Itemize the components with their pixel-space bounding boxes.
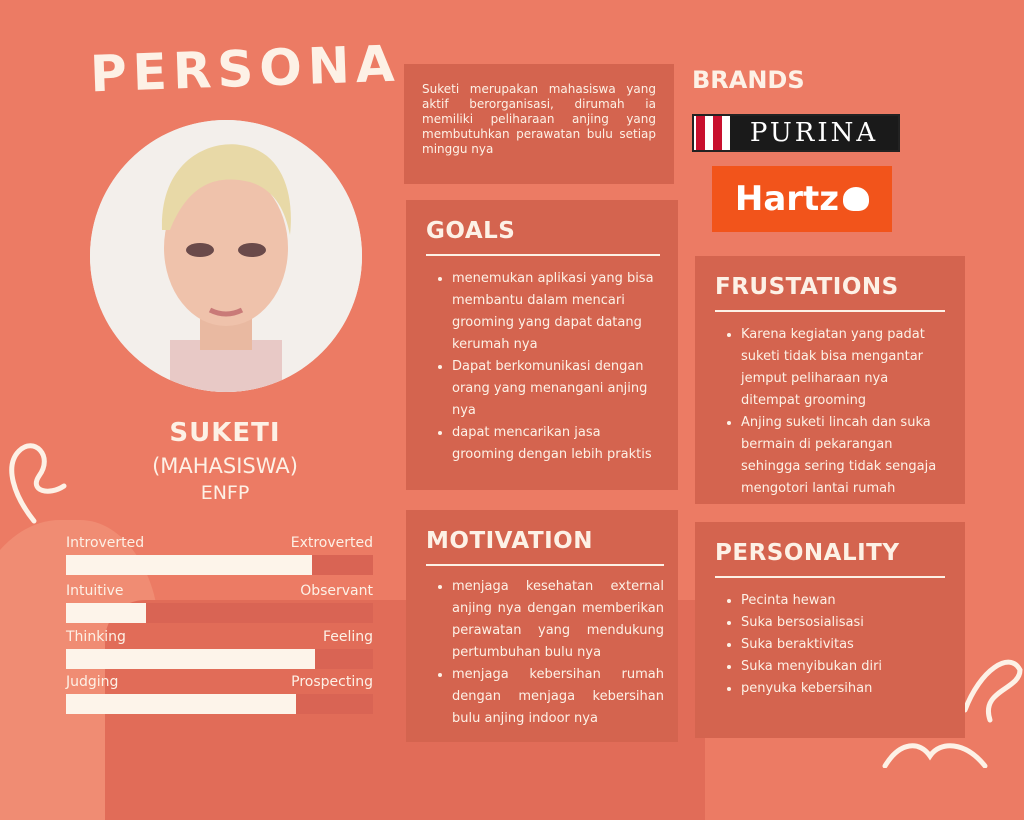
goals-list bbox=[426, 268, 660, 466]
purina-logo-text: PURINA bbox=[730, 116, 898, 150]
list-item: • penyuka kebersihan bbox=[741, 678, 945, 700]
divider bbox=[715, 310, 945, 312]
persona-role: (MAHASISWA) bbox=[152, 454, 298, 478]
trait-bar bbox=[66, 555, 373, 575]
purina-logo bbox=[692, 114, 900, 152]
swirl-right-icon bbox=[960, 650, 1024, 740]
list-item: • menemukan aplikasi yang bisa membantu dalam mencari grooming yang dapat datang kerumah nya bbox=[452, 268, 660, 356]
page-title: PERSONA bbox=[89, 34, 402, 104]
persona-name: SUKETI bbox=[169, 418, 281, 448]
motivation-list bbox=[426, 576, 664, 730]
personality-card bbox=[695, 522, 965, 738]
trait-right-label: Feeling bbox=[322, 629, 373, 645]
persona-avatar bbox=[90, 120, 362, 392]
personality-list bbox=[715, 590, 945, 700]
list-item: • Karena kegiatan yang padat suketi tidak bisa mengantar jemput peliharaan nya ditempat grooming bbox=[741, 324, 945, 412]
list-item: • Suka beraktivitas bbox=[741, 634, 945, 656]
list-item: • Suka bersosialisasi bbox=[741, 612, 945, 634]
list-item: • menjaga kesehatan external anjing nya dengan memberikan perawatan yang mendukung pertumbuhan bulu nya bbox=[452, 576, 664, 664]
swirl-left-icon bbox=[4, 436, 74, 526]
trait-bar bbox=[66, 649, 373, 669]
intro-text: Suketi merupakan mahasiswa yang aktif berorganisasi, dirumah ia memiliki peliharaan anjing yang membutuhkan perawatan bulu setiap minggu nya bbox=[422, 82, 656, 156]
intro-card bbox=[404, 64, 674, 184]
goals-card bbox=[406, 200, 678, 490]
frustations-heading: FRUSTATIONS bbox=[715, 274, 899, 300]
personality-heading: PERSONALITY bbox=[715, 540, 900, 566]
trait-right-label: Prospecting bbox=[291, 674, 373, 690]
frustations-card bbox=[695, 256, 965, 504]
list-item: • dapat mencarikan jasa grooming dengan lebih praktis bbox=[452, 422, 660, 466]
trait-bar bbox=[66, 603, 373, 623]
trait-left-label: Intuitive bbox=[66, 583, 124, 599]
trait-bar bbox=[66, 694, 373, 714]
trait-intuitive-observant bbox=[66, 583, 373, 623]
motivation-heading: MOTIVATION bbox=[426, 528, 593, 554]
hartz-logo-text: Hartz bbox=[734, 179, 840, 219]
trait-left-label: Introverted bbox=[66, 535, 145, 551]
trait-fill bbox=[66, 649, 315, 669]
trait-right-label: Extroverted bbox=[290, 535, 373, 551]
trait-fill bbox=[66, 555, 312, 575]
trait-left-label: Thinking bbox=[66, 629, 126, 645]
trait-judging-prospecting bbox=[66, 674, 373, 714]
goals-heading: GOALS bbox=[426, 218, 516, 244]
heart-icon bbox=[843, 187, 869, 211]
persona-type: ENFP bbox=[200, 482, 250, 504]
list-item: • Pecinta hewan bbox=[741, 590, 945, 612]
divider bbox=[715, 576, 945, 578]
frustations-list bbox=[715, 324, 945, 500]
divider bbox=[426, 254, 660, 256]
trait-thinking-feeling bbox=[66, 629, 373, 669]
checkerboard-icon bbox=[696, 116, 730, 150]
list-item: • Dapat berkomunikasi dengan orang yang menangani anjing nya bbox=[452, 356, 660, 422]
list-item: • Anjing suketi lincah dan suka bermain di pekarangan sehingga sering tidak sengaja mengotori lantai rumah bbox=[741, 412, 945, 500]
trait-fill bbox=[66, 603, 146, 623]
trait-fill bbox=[66, 694, 296, 714]
list-item: • Suka menyibukan diri bbox=[741, 656, 945, 678]
list-item: • menjaga kebersihan rumah dengan menjaga kebersihan bulu anjing indoor nya bbox=[452, 664, 664, 730]
hartz-logo bbox=[712, 166, 892, 232]
trait-right-label: Observant bbox=[300, 583, 373, 599]
trait-left-label: Judging bbox=[66, 674, 119, 690]
trait-introverted-extroverted bbox=[66, 535, 373, 575]
brands-heading: BRANDS bbox=[692, 66, 805, 94]
heart-doodle-icon bbox=[880, 736, 990, 768]
motivation-card bbox=[406, 510, 678, 742]
divider bbox=[426, 564, 664, 566]
